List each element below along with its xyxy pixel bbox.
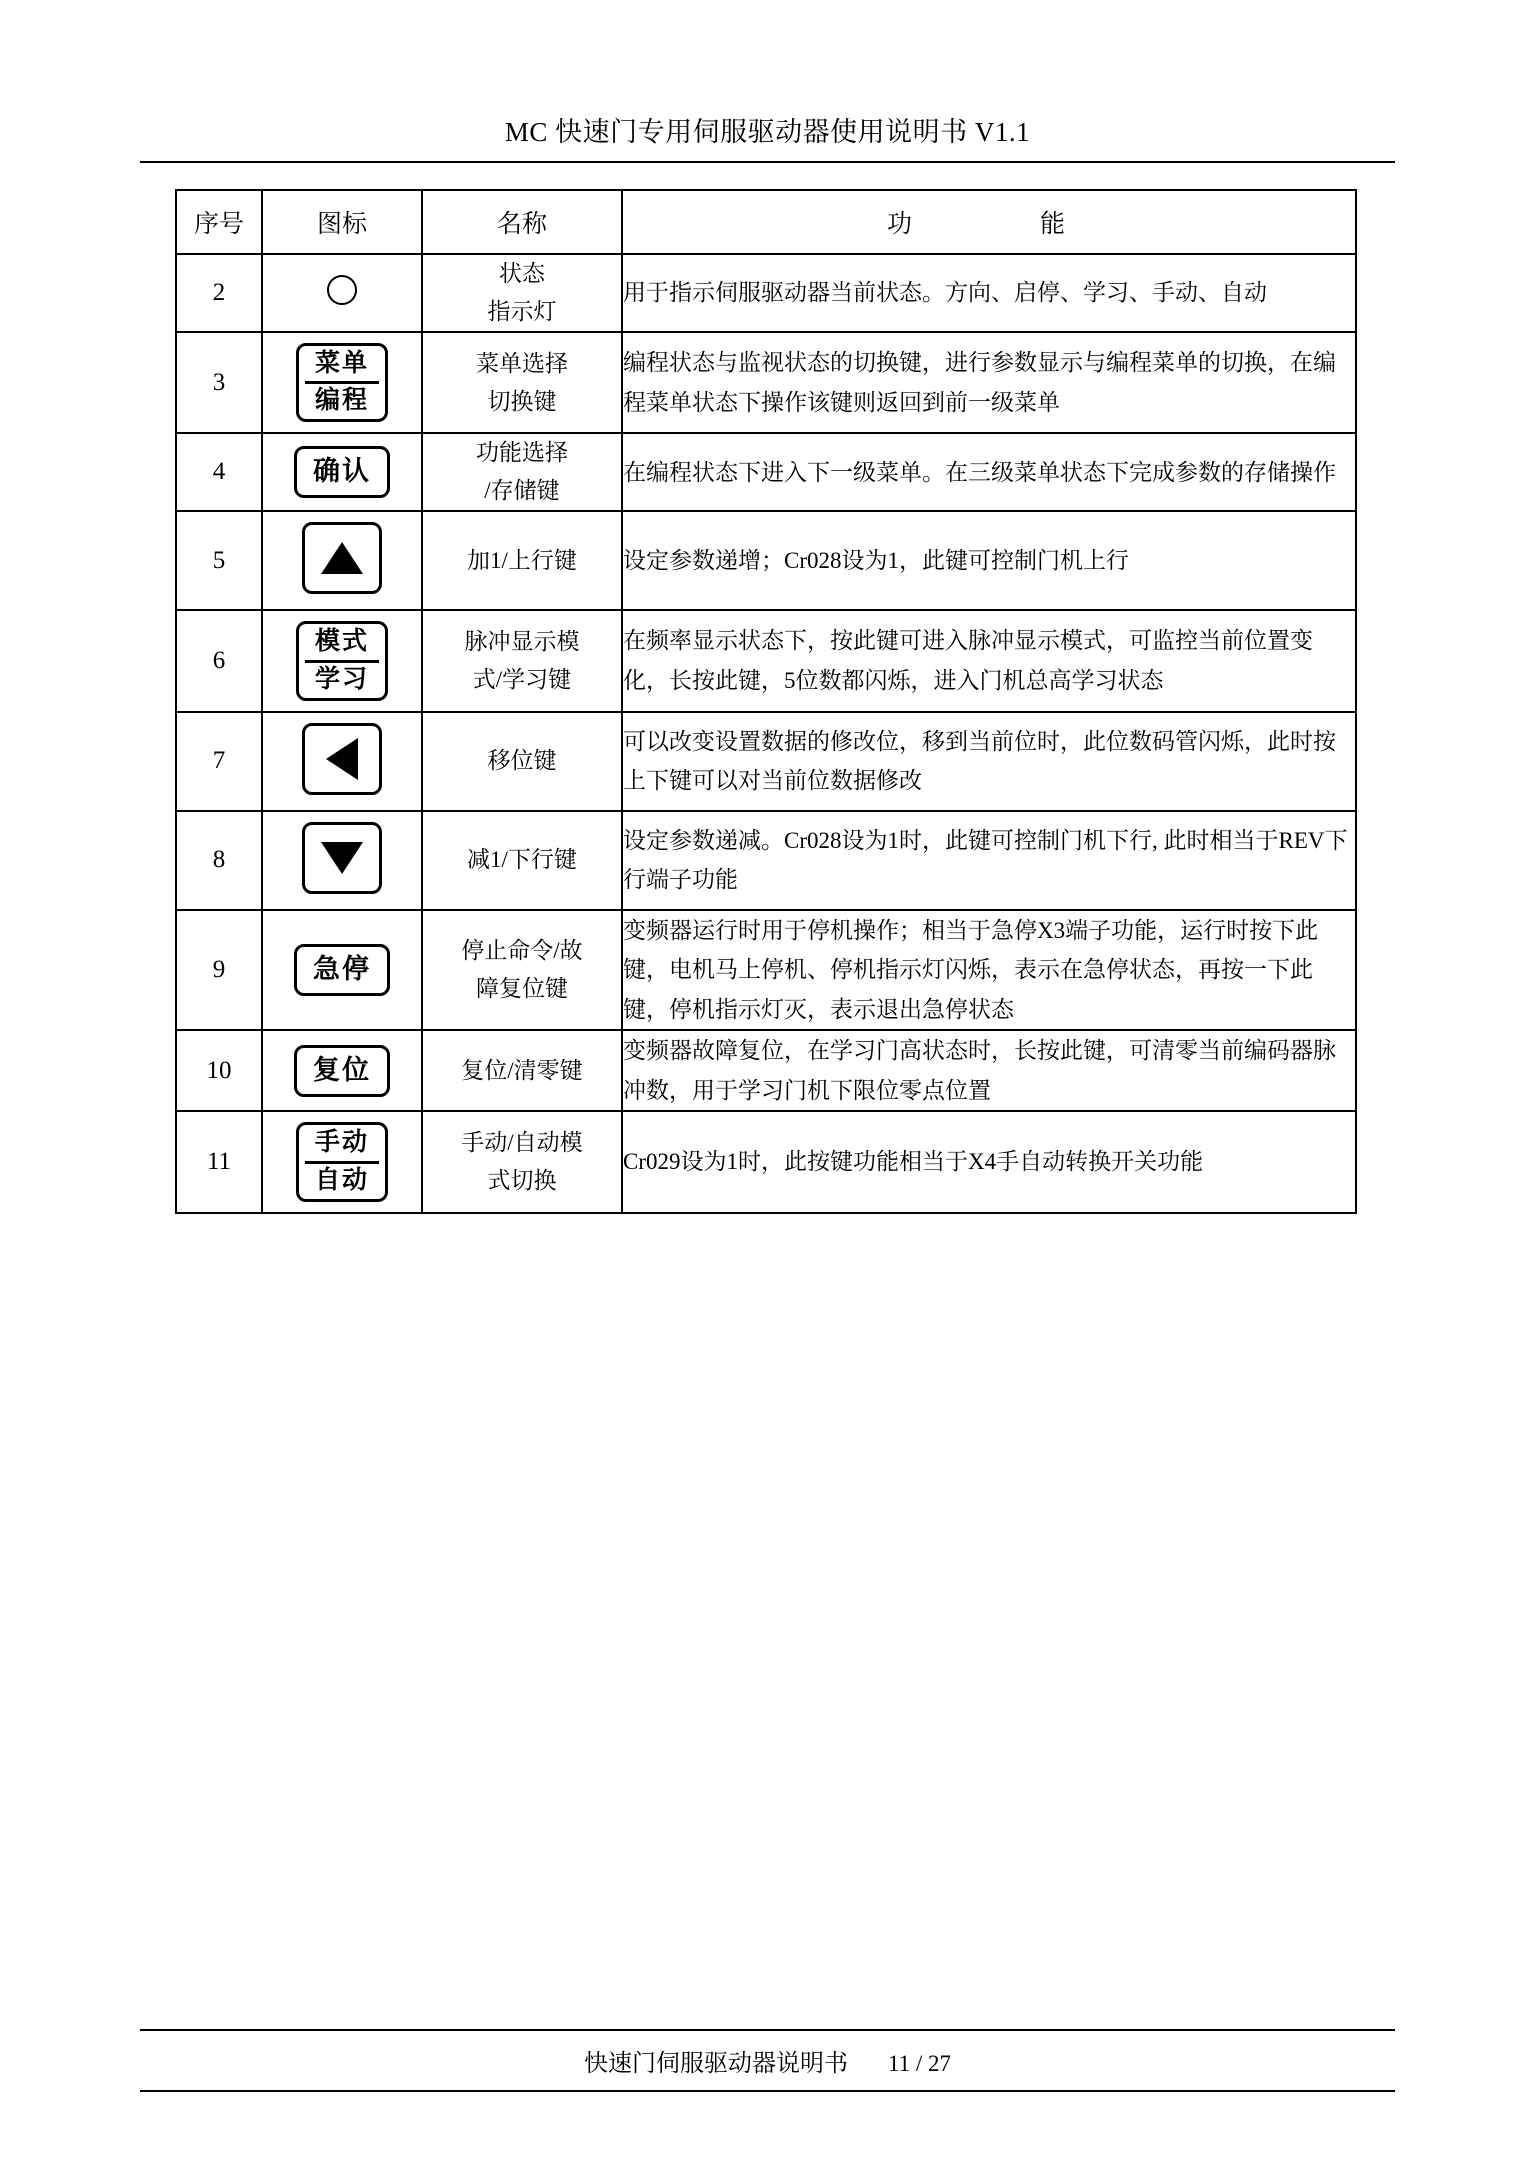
key-label-bottom: 自动: [314, 1166, 369, 1194]
row-number: 7: [176, 712, 262, 811]
row-name-line2: 式/学习键: [472, 667, 572, 692]
row-name-cell: [422, 910, 622, 1031]
footer-divider-bottom: [140, 2090, 1395, 2092]
header-divider: [140, 161, 1395, 163]
table-row: [176, 254, 1356, 332]
key-function-table: [175, 189, 1357, 1214]
column-header-no: 序号: [176, 190, 262, 254]
row-name-cell: [422, 433, 622, 511]
page-footer: [140, 2029, 1395, 2092]
row-name-cell: [422, 811, 622, 910]
row-name-line2: 指示灯: [487, 298, 557, 324]
row-name-line1: 减1/下行键: [467, 847, 577, 873]
row-name-line1: 移位键: [487, 748, 557, 774]
row-icon-cell: [262, 1030, 422, 1111]
footer-text: 快速门伺服驱动器说明书: [583, 2051, 848, 2077]
row-name-cell: [422, 712, 622, 811]
row-name-line1: 脉冲显示模: [464, 629, 580, 655]
row-name-line1: 加1/上行键: [467, 547, 577, 573]
row-function-cell: 在频率显示状态下，按此键可进入脉冲显示模式，可监控当前位置变化，长按此键，5位数都闪烁，进入门机总高学习状态: [622, 610, 1356, 712]
key-label-top: 手动: [305, 1128, 379, 1163]
manual-auto-key-icon: [296, 1122, 388, 1202]
row-name-line1: 手动/自动模: [461, 1130, 583, 1156]
row-function-cell: 变频器运行时用于停机操作；相当于急停X3端子功能，运行时按下此键，电机马上停机、停机指示灯闪烁，表示在急停状态，再按一下此键，停机指示灯灭，表示退出急停状态: [622, 910, 1356, 1031]
arrow-left-key-icon: [302, 723, 382, 795]
mode-learn-key-icon: [296, 621, 388, 701]
row-name-line1: 菜单选择: [476, 350, 568, 376]
row-name-cell: [422, 254, 622, 332]
column-header-name: 名称: [422, 190, 622, 254]
key-label-top: 模式: [305, 627, 379, 662]
table-row: [176, 910, 1356, 1031]
table-row: [176, 1111, 1356, 1213]
row-icon-cell: [262, 254, 422, 332]
row-name-line1: 复位/清零键: [461, 1057, 583, 1083]
row-icon-cell: [262, 610, 422, 712]
row-icon-cell: [262, 433, 422, 511]
confirm-key-icon: 确认: [294, 446, 390, 498]
table-header-row: [176, 190, 1356, 254]
row-icon-cell: [262, 811, 422, 910]
row-number: 11: [176, 1111, 262, 1213]
table-row: [176, 511, 1356, 610]
row-name-cell: [422, 1030, 622, 1111]
key-label-top: 菜单: [305, 349, 379, 384]
row-function-cell: 编程状态与监视状态的切换键，进行参数显示与编程菜单的切换，在编程菜单状态下操作该键则返回到前一级菜单: [622, 332, 1356, 434]
page-header: [140, 110, 1395, 163]
table-row: [176, 433, 1356, 511]
row-number: 9: [176, 910, 262, 1031]
table-row: [176, 332, 1356, 434]
arrow-up-key-icon: [302, 522, 382, 594]
row-number: 5: [176, 511, 262, 610]
footer-content: [140, 2031, 1395, 2090]
row-function-cell: 设定参数递增；Cr028设为1，此键可控制门机上行: [622, 511, 1356, 610]
row-function-cell: 用于指示伺服驱动器当前状态。方向、启停、学习、手动、自动: [622, 254, 1356, 332]
arrow-down-key-icon: [302, 822, 382, 894]
status-led-icon: [327, 275, 357, 305]
row-name-line1: 停止命令/故: [461, 938, 583, 964]
table-row: [176, 1030, 1356, 1111]
row-number: 2: [176, 254, 262, 332]
row-icon-cell: [262, 712, 422, 811]
reset-key-icon: 复位: [294, 1045, 390, 1097]
row-number: 8: [176, 811, 262, 910]
key-function-table-wrapper: [175, 189, 1360, 1214]
row-function-cell: 在编程状态下进入下一级菜单。在三级菜单状态下完成参数的存储操作: [622, 433, 1356, 511]
triangle-down-icon: [321, 842, 363, 874]
row-function-cell: 变频器故障复位，在学习门高状态时，长按此键，可清零当前编码器脉冲数，用于学习门机下限位零点位置: [622, 1030, 1356, 1111]
key-label-bottom: 编程: [314, 387, 369, 415]
row-number: 3: [176, 332, 262, 434]
emergency-stop-key-icon: 急停: [294, 944, 390, 996]
triangle-left-icon: [326, 738, 358, 780]
row-name-cell: [422, 610, 622, 712]
row-name-line1: 功能选择: [476, 440, 568, 466]
footer-page-number: 11 / 27: [887, 2051, 952, 2076]
row-number: 6: [176, 610, 262, 712]
column-header-function: 功 能: [622, 190, 1356, 254]
row-name-cell: [422, 332, 622, 434]
row-function-cell: 设定参数递减。Cr028设为1时，此键可控制门机下行, 此时相当于REV下行端子功能: [622, 811, 1356, 910]
row-name-line2: 障复位键: [476, 976, 568, 1002]
table-row: [176, 610, 1356, 712]
row-name-line2: 切换键: [487, 388, 557, 414]
header-title: MC 快速门专用伺服驱动器使用说明书 V1.1: [504, 117, 1031, 147]
row-name-line2: /存储键: [484, 478, 560, 504]
row-icon-cell: [262, 511, 422, 610]
triangle-up-icon: [321, 542, 363, 574]
table-row: [176, 712, 1356, 811]
row-icon-cell: [262, 332, 422, 434]
row-name-line2: 式切换: [487, 1168, 557, 1194]
column-header-icon: 图标: [262, 190, 422, 254]
row-name-cell: [422, 1111, 622, 1213]
key-label-bottom: 学习: [314, 665, 369, 693]
table-row: [176, 811, 1356, 910]
row-icon-cell: [262, 1111, 422, 1213]
menu-program-key-icon: [296, 343, 388, 423]
row-function-cell: Cr029设为1时，此按键功能相当于X4手自动转换开关功能: [622, 1111, 1356, 1213]
row-icon-cell: [262, 910, 422, 1031]
row-number: 10: [176, 1030, 262, 1111]
row-name-cell: [422, 511, 622, 610]
row-name-line1: 状态: [499, 261, 545, 286]
row-function-cell: 可以改变设置数据的修改位，移到当前位时，此位数码管闪烁，此时按上下键可以对当前位数据修改: [622, 712, 1356, 811]
row-number: 4: [176, 433, 262, 511]
